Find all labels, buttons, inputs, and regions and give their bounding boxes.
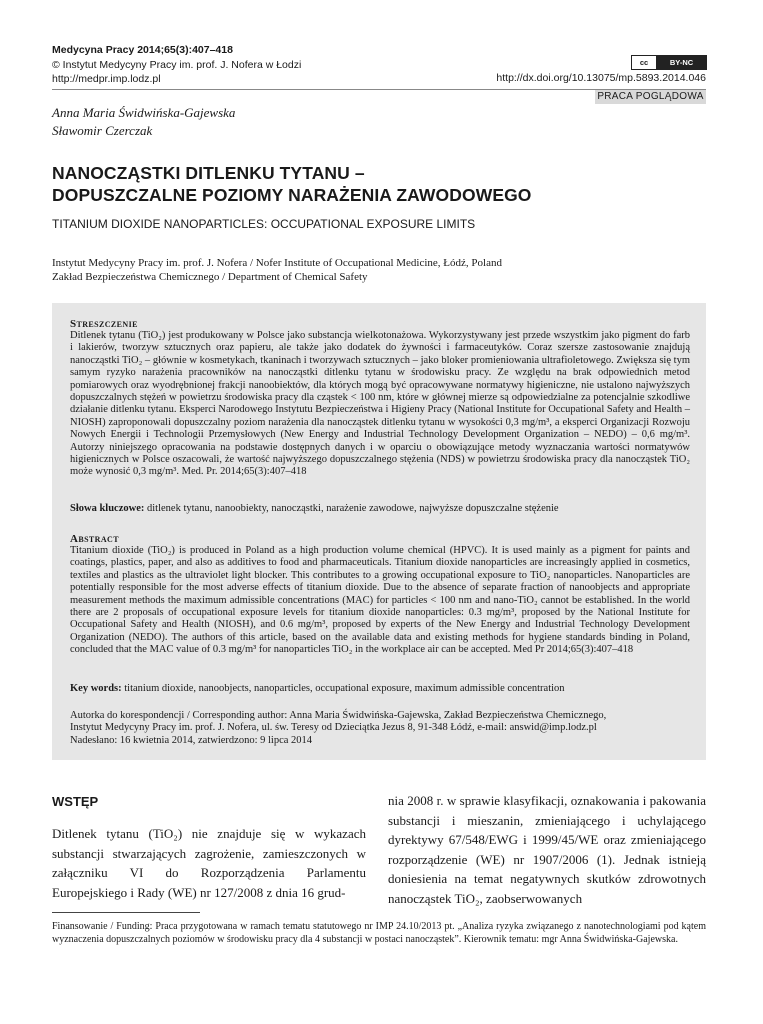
received-dates: Nadesłano: 16 kwietnia 2014, zatwierdzono: 9 lipca 2014: [70, 734, 313, 746]
title-line: NANOCZĄSTKI DITLENKU TYTANU –: [52, 163, 365, 183]
doi-link[interactable]: http://dx.doi.org/10.13075/mp.5893.2014.046: [496, 72, 706, 84]
section-heading-wstep: WSTĘP: [52, 794, 99, 809]
body-right-column: nia 2008 r. w sprawie klasyfikacji, oznakowania i pakowania substancji i mieszanin, zmieniającego i uchylającego dyrektywy 67/548/EWG i 1999/45/WE oraz zmieniającego rozporządzenie (WE) nr 1907/2006 (1). Jednak istnieją doniesienia na temat negatywnych skutków zdrowotnych nanocząstek TiO₂, zaobserwowanych: [388, 793, 706, 906]
correspondence-line: Autorka do korespondencji / Corresponding author: Anna Maria Świdwińska-Gajewska, Zakład Bezpieczeństwa Chemicznego,: [70, 710, 607, 721]
keywords-pl-value: ditlenek tytanu, nanoobiekty, nanocząstki, narażenie zawodowe, najwyższe dopuszczalne stężenie: [147, 503, 559, 514]
streszczenie-section: [70, 318, 690, 479]
article-type-badge: PRACA POGLĄDOWA: [595, 90, 706, 104]
keywords-pl: [70, 503, 690, 515]
keywords-en: [70, 683, 690, 695]
abstract-heading: Abstract: [70, 533, 119, 545]
streszczenie-heading: Streszczenie: [70, 318, 138, 330]
journal-url[interactable]: http://medpr.imp.lodz.pl: [52, 73, 161, 85]
author-list: [52, 104, 235, 140]
footnote-divider: [52, 912, 200, 913]
keywords-en-label: Key words:: [70, 683, 122, 694]
correspondence-block: [70, 710, 690, 747]
abstract-section: [70, 533, 690, 657]
correspondence-line: Instytut Medycyny Pracy im. prof. J. Nofera, ul. św. Teresy od Dzieciątka Jezus 8, 91-348 Łódź, e-mail: answid@imp.lodz.pl: [70, 722, 597, 734]
body-left-column: Ditlenek tytanu (TiO₂) nie znajduje się w wykazach substancji stwarzających zagrożenie, zamieszczonych w załączniku VI do Rozporządzenia Parlamentu Europejskiego i Rady (WE) nr 127/2008 z dnia 16 grud-: [52, 826, 366, 900]
journal-header: [52, 43, 301, 87]
license-label: BY-NC: [657, 56, 706, 69]
abstract-text: Titanium dioxide (TiO₂) is produced in Poland as a high production volume chemical (HPVC). It is used mainly as a pigment for paints and coatings, plastics, paper, and also as additives to food and pharmaceuticals. Titanium dioxide nanoparticles are increasingly applied in cosmetics, textiles and plastics as the ultraviolet light blocker. This contributes to a growing occupational exposure to TiO₂ nanoparticles. Nanoparticles are potentially responsible for the most adverse effects of titanium dioxide. Due to the absence of separate fraction of nanoobjects and appropriate measurement methods the maximum admissible concentrations (MAC) for particles < 100 nm and nano-TiO₂ cannot be established. In the world there are 2 proposals of occupational exposure levels for titanium dioxide nanoparticles: 0.3 mg/m³, proposed by the National Institute for Occupational Safety and Health (NIOSH), and 0.6 mg/m³, proposed by experts of the New Energy and Industrial Technology Development Organization (NEDO). The authors of this article, based on the available data and existing methods for hygiene standards binding in Poland, concluded that the MAC value of 0.3 mg/m³ for nanoparticles TiO₂ in the workplace air can be accepted. Med Pr 2014;65(3):407–418: [70, 545, 690, 656]
streszczenie-text: Ditlenek tytanu (TiO₂) jest produkowany w Polsce jako substancja wielkotonażowa. Wykorzystywany jest przede wszystkim jako pigment do farb i lakierów, tworzyw sztucznych oraz papieru, ale także jako dodatek do żywności i farmaceutyków. Coraz szersze zastosowanie znajdują nanocząstki TiO₂ – głównie w kosmetykach, tkaninach i tworzywach sztucznych – jako bloker promieniowania ultrafioletowego. Zwiększa się tym samym ryzyko narażenia pracowników na nanocząstki ditlenku tytanu w środowisku pracy. Ze względu na brak odpowiednich metod pomiarowych oraz wyodrębnionej frakcji nanoobiektów, dla których mogą być opracowywane normatywy higieniczne, nie ustalono najwyższych dopuszczalnych stężeń w powietrzu środowiska pracy dla cząstek < 100 nm, które w głównej mierze są odpowiedzialne za potencjalnie szkodliwe działanie ditlenku tytanu. Eksperci Narodowego Instytutu Bezpieczeństwa i Higieny Pracy (National Institute for Occupational Safety and Health – NIOSH) zaproponowali dopuszczalny poziom narażenia dla nanocząstek ditlenku tytanu w wysokości 0,3 mg/m³, a eksperci Organizacji Rozwoju Nowych Energii i Technologii Przemysłowych (New Energy and Industrial Technology Development Organization – NEDO) – 0,6 mg/m³. Autorzy niniejszego opracowania na podstawie dostępnych danych i w oparciu o obowiązujące metody wyznaczania wartości normatywów higienicznych w Polsce oszacowali, że wartość najwyższego dopuszczalnego stężenia (NDS) w powietrzu środowiska pracy dla nanocząstek TiO₂ może wynosić 0,3 mg/m³. Med. Pr. 2014;65(3):407–418: [70, 330, 690, 478]
funding-footnote: Finansowanie / Funding: Praca przygotowana w ramach tematu statutowego nr IMP 24.10/2013 pt. „Analiza ryzyka związanego z nanotechnologiami pod kątem wyznaczenia dopuszczalnych poziomów w środowisku pracy dla 4 substancji w postaci nanocząstek”. Kierownik tematu: mgr Anna Świdwińska-Gajewska.: [52, 921, 706, 945]
keywords-pl-label: Słowa kluczowe:: [70, 503, 145, 514]
article-title: [52, 162, 532, 206]
author-name: Anna Maria Świdwińska-Gajewska: [52, 105, 236, 120]
affiliation-line: Zakład Bezpieczeństwa Chemicznego / Department of Chemical Safety: [52, 271, 368, 283]
keywords-en-value: titanium dioxide, nanoobjects, nanoparticles, occupational exposure, maximum admissible concentration: [124, 683, 565, 694]
copyright-line: © Instytut Medycyny Pracy im. prof. J. Nofera w Łodzi: [52, 58, 302, 71]
affiliations: [52, 256, 502, 284]
article-subtitle: TITANIUM DIOXIDE NANOPARTICLES: OCCUPATIONAL EXPOSURE LIMITS: [52, 217, 476, 231]
cc-license-badge[interactable]: [631, 55, 707, 70]
author-name: Sławomir Czerczak: [52, 123, 153, 138]
affiliation-line: Instytut Medycyny Pracy im. prof. J. Nofera / Nofer Institute of Occupational Medicine, Łódź, Poland: [52, 257, 502, 269]
journal-citation: Medycyna Pracy 2014;65(3):407–418: [52, 44, 233, 56]
title-line: DOPUSZCZALNE POZIOMY NARAŻENIA ZAWODOWEGO: [52, 185, 532, 205]
cc-icon: cc: [632, 56, 657, 69]
